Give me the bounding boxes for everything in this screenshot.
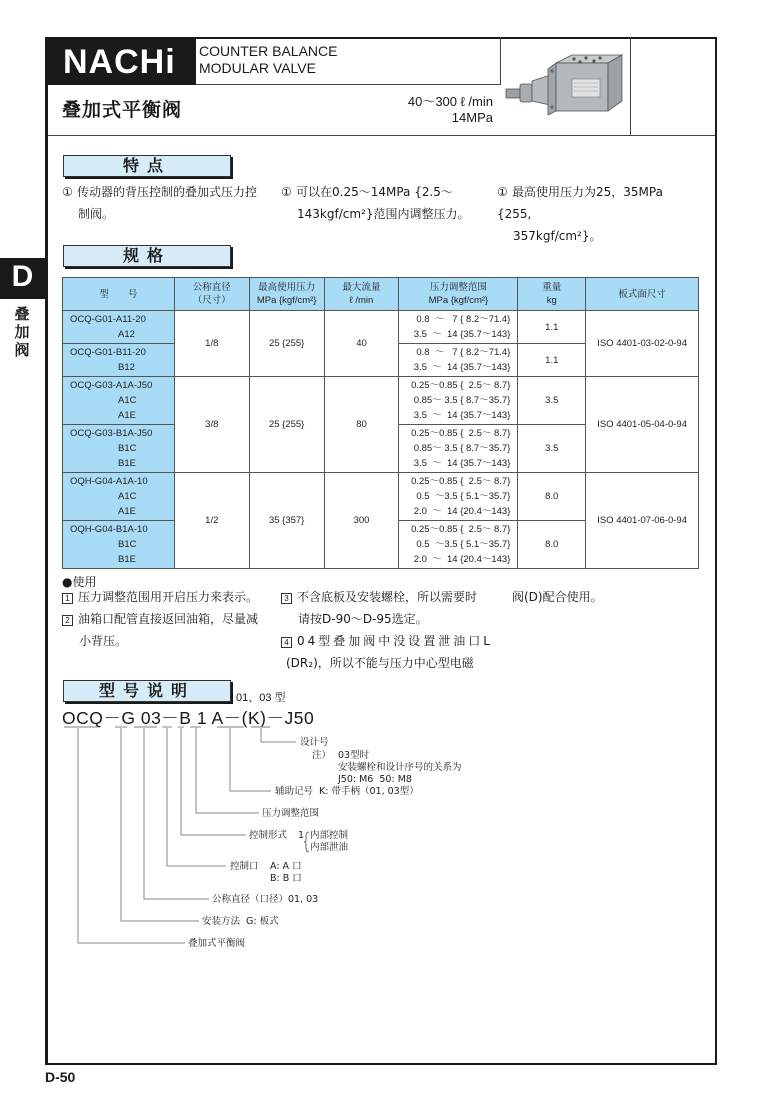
cell-weight: 8.0: [518, 473, 586, 521]
cell-iso-interface: ISO 4401-03-02-0-94: [586, 311, 699, 377]
col-header-weight-l1: 重量: [542, 282, 562, 293]
feature-text-line2: 357kgf/cm²}。: [513, 229, 602, 243]
col-header-weight-l2: kg: [546, 295, 557, 306]
feature-text-line1: 可以在0.25～14MPa {2.5～: [296, 185, 453, 199]
note-number-box: 1: [62, 593, 73, 604]
col-header-range-l2: MPa {kgf/cm²}: [428, 295, 489, 306]
note-text-line1: 压力调整范围用开启压力来表示。: [78, 590, 259, 604]
label-control-port: 控制口: [230, 861, 259, 872]
label-nominal-size: 公称直径（口径）01, 03: [212, 894, 319, 905]
cell-max-pressure: 35 {357}: [249, 473, 324, 569]
model-number: OQH-G04-A1A-10: [70, 476, 148, 487]
nachi-logo: NACHi: [63, 43, 176, 81]
label-mounting: 安装方法 G: 板式: [202, 916, 279, 927]
note-text-line1: 04型叠加阀中没设置泄油口L: [297, 634, 493, 648]
model-variant: A1E: [118, 410, 136, 421]
cell-weight: 3.5: [518, 377, 586, 425]
cell-max-flow: 80: [324, 377, 399, 473]
pressure-range-line: 2.0 ～ 14 {20.4～143}: [413, 506, 511, 517]
model-number: OCQ-G03-B1A-J50: [70, 428, 153, 439]
cell-weight: 3.5: [518, 425, 586, 473]
cell-max-pressure: 25 {255}: [249, 377, 324, 473]
model-variant: A12: [118, 329, 135, 340]
cell-iso-interface: ISO 4401-05-04-0-94: [586, 377, 699, 473]
note-text-line2: (DR₂)，所以不能与压力中心型电磁: [286, 656, 474, 670]
note-text-line1: 不含底板及安装螺栓，所以需要时: [297, 590, 478, 604]
note-text-line2: 请按D-90～D-95选定。: [298, 612, 428, 626]
max-pressure: 14MPa: [451, 110, 493, 125]
col-header-size-l1: 公称直径: [192, 282, 231, 293]
specs-heading-text: 规格: [122, 246, 171, 265]
model-variant: A1C: [118, 395, 137, 406]
label-control-port-b: B: B 口: [270, 873, 302, 884]
pressure-range-line: 0.25～0.85 { 2.5～ 8.7}: [411, 380, 511, 391]
pressure-range-line: 0.5 ～3.5 { 5.1～35.7}: [416, 491, 511, 502]
feature-number: ①: [497, 185, 508, 199]
cell-max-flow: 300: [324, 473, 399, 569]
leader-aux: [230, 728, 271, 791]
col-header-size-l2: （尺寸）: [192, 295, 231, 306]
note-text-line1: 油箱口配管直接返回油箱，尽量减: [78, 612, 259, 626]
model-variant: B1C: [118, 539, 137, 550]
section-tab-label: 叠加阀: [14, 305, 30, 359]
pressure-range-line: 3.5 ～ 14 {35.7～143}: [413, 458, 511, 469]
flow-range: 40～300 ℓ /min: [407, 94, 493, 109]
leader-design: [261, 728, 296, 742]
col-header-model-text: 型 号: [99, 288, 138, 300]
features-heading-text: 特点: [122, 156, 171, 175]
leader-range: [196, 728, 259, 813]
col-header-iso-text: 板式面尺寸: [618, 288, 666, 300]
title-en-line2: MODULAR VALVE: [199, 60, 316, 76]
pressure-range-line: 0.85～ 3.5 { 8.7～35.7}: [413, 395, 511, 406]
model-code-heading-text: 型号说明: [98, 681, 195, 700]
model-variant: B1E: [118, 554, 136, 565]
section-tab-letter: D: [11, 260, 34, 293]
pressure-range-line: 0.8 ～ 7 { 8.2～71.4}: [416, 347, 511, 358]
cell-max-flow: 40: [324, 311, 399, 377]
pressure-range-line: 0.25～0.85 { 2.5～ 8.7}: [411, 476, 511, 487]
col-header-pressure-l1: 最高使用压力: [258, 282, 316, 293]
col-header-range-l1: 压力调整范围: [429, 282, 487, 293]
feature-text-line1: 传动器的背压控制的叠加式压力控: [77, 185, 258, 199]
label-control-form-value: 1: [298, 830, 305, 841]
note-number-box: 2: [62, 615, 73, 626]
label-drain-internal: 内部泄油: [310, 842, 349, 853]
label-pressure-range: 压力调整范围: [262, 808, 320, 819]
feature-text-line2: 制阀。: [78, 207, 115, 221]
note-number-box: 3: [281, 593, 292, 604]
usage-heading: ●使用: [62, 575, 97, 589]
cell-size: 1/8: [174, 311, 249, 377]
label-note-prefix: 注）: [312, 750, 332, 761]
model-variant: A1E: [118, 506, 136, 517]
label-control-form: 控制形式: [249, 830, 288, 841]
label-design-number: 设计号: [300, 737, 329, 748]
label-control-port-a: A: A 口: [270, 861, 302, 872]
page-number: D-50: [45, 1069, 76, 1085]
model-code-applies-to: 01、03 型: [236, 692, 286, 704]
model-number: OCQ-G01-A11-20: [70, 314, 146, 325]
col-header-pressure-l2: MPa {kgf/cm²}: [256, 295, 317, 306]
label-control-internal: 内部控制: [310, 830, 349, 841]
note-text-line1: 阀(D)配合使用。: [512, 590, 603, 604]
leader-mount: [121, 728, 199, 921]
label-note-line2: 安装螺栓和设计序号的关系为: [338, 762, 462, 773]
model-variant: B1E: [118, 458, 136, 469]
leader-ctrl-form: [181, 728, 246, 835]
model-number: OCQ-G01-B11-20: [70, 347, 146, 358]
model-variant: B1C: [118, 443, 137, 454]
model-code-string: OCQ－G 03－B 1 A－(K)－J50: [62, 708, 315, 728]
cell-weight: 1.1: [518, 344, 586, 377]
feature-number: ①: [62, 185, 73, 199]
pressure-range-line: 3.5 ～ 14 {35.7～143}: [413, 329, 511, 340]
pressure-range-line: 0.8 ～ 7 { 8.2～71.4}: [416, 314, 511, 325]
leader-type: [78, 728, 185, 943]
pressure-range-line: 0.25～0.85 { 2.5～ 8.7}: [411, 524, 511, 535]
model-number: OCQ-G03-A1A-J50: [70, 380, 153, 391]
col-header-flow-l2: ℓ /min: [349, 295, 374, 306]
model-variant: A1C: [118, 491, 137, 502]
col-header-flow-l1: 最大流量: [342, 282, 381, 293]
note-number-box: 4: [281, 637, 292, 648]
label-valve-type: 叠加式平衡阀: [188, 938, 246, 949]
model-variant: B12: [118, 362, 135, 373]
pressure-range-line: 2.0 ～ 14 {20.4～143}: [413, 554, 511, 565]
pressure-range-line: 0.25～0.85 { 2.5～ 8.7}: [411, 428, 511, 439]
feature-number: ①: [281, 185, 292, 199]
feature-text-line2: 143kgf/cm²}范围内调整压力。: [297, 207, 470, 221]
cell-weight: 8.0: [518, 521, 586, 569]
cell-weight: 1.1: [518, 311, 586, 344]
cell-size: 3/8: [174, 377, 249, 473]
label-aux-code: 辅助记号 K: 带手柄（01, 03型）: [275, 786, 419, 797]
pressure-range-line: 3.5 ～ 14 {35.7～143}: [413, 410, 511, 421]
label-note-line1: 03型时: [338, 750, 370, 761]
title-en-line1: COUNTER BALANCE: [199, 43, 338, 59]
cell-size: 1/2: [174, 473, 249, 569]
pressure-range-line: 0.85～ 3.5 { 8.7～35.7}: [413, 443, 511, 454]
cell-max-pressure: 25 {255}: [249, 311, 324, 377]
feature-text-line1: 最高使用压力为25，35MPa {255,: [497, 185, 663, 221]
label-note-line3: J50: M6 50: M8: [338, 774, 412, 785]
note-text-line2: 小背压。: [79, 634, 128, 648]
model-number: OQH-G04-B1A-10: [70, 524, 148, 535]
pressure-range-line: 0.5 ～3.5 { 5.1～35.7}: [416, 539, 511, 550]
pressure-range-line: 3.5 ～ 14 {35.7～143}: [413, 362, 511, 373]
page-title: 叠加式平衡阀: [62, 99, 183, 121]
cell-iso-interface: ISO 4401-07-06-0-94: [586, 473, 699, 569]
